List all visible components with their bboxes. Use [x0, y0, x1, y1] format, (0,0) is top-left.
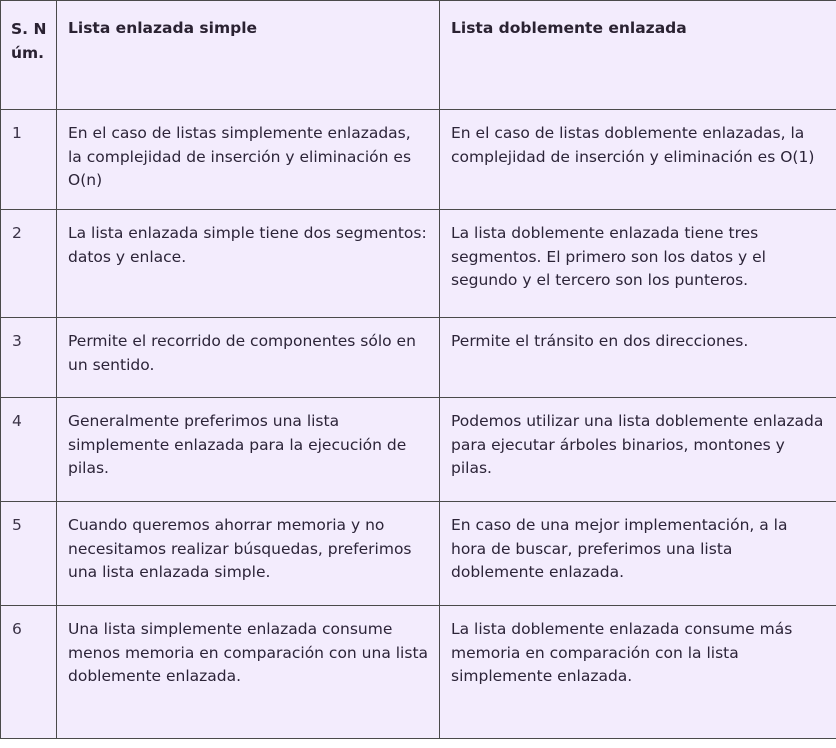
simple-list-cell: Permite el recorrido de componentes sólo en un sentido. — [57, 318, 440, 398]
double-list-cell: Podemos utilizar una lista doblemente enlazada para ejecutar árboles binarios, montones y pilas. — [440, 398, 836, 502]
simple-list-cell: Una lista simplemente enlazada consume menos memoria en comparación con una lista doblemente enlazada. — [57, 606, 440, 739]
column-header-double-list: Lista doblemente enlazada — [440, 1, 836, 110]
table-header-row — [1, 1, 836, 110]
table-body — [1, 110, 836, 739]
double-list-cell: En caso de una mejor implementación, a la hora de buscar, preferimos una lista doblemente enlazada. — [440, 502, 836, 606]
simple-list-cell: En el caso de listas simplemente enlazadas, la complejidad de inserción y eliminación es O(n) — [57, 110, 440, 210]
table-row — [1, 110, 836, 210]
table-row — [1, 398, 836, 502]
row-number-cell: 6 — [1, 606, 57, 739]
table-row — [1, 318, 836, 398]
row-number-cell: 5 — [1, 502, 57, 606]
double-list-cell: En el caso de listas doblemente enlazadas, la complejidad de inserción y eliminación es O(1) — [440, 110, 836, 210]
table-row — [1, 606, 836, 739]
simple-list-cell: La lista enlazada simple tiene dos segmentos: datos y enlace. — [57, 210, 440, 318]
row-number-cell: 2 — [1, 210, 57, 318]
double-list-cell: La lista doblemente enlazada tiene tres segmentos. El primero son los datos y el segundo y el tercero son los punteros. — [440, 210, 836, 318]
table-row — [1, 502, 836, 606]
row-number-cell: 1 — [1, 110, 57, 210]
row-number-cell: 4 — [1, 398, 57, 502]
table-row — [1, 210, 836, 318]
column-header-simple-list: Lista enlazada simple — [57, 1, 440, 110]
simple-list-cell: Generalmente preferimos una lista simplemente enlazada para la ejecución de pilas. — [57, 398, 440, 502]
table-header — [1, 1, 836, 110]
column-header-number: S. Núm. — [1, 1, 57, 110]
simple-list-cell: Cuando queremos ahorrar memoria y no necesitamos realizar búsquedas, preferimos una lista enlazada simple. — [57, 502, 440, 606]
double-list-cell: Permite el tránsito en dos direcciones. — [440, 318, 836, 398]
double-list-cell: La lista doblemente enlazada consume más memoria en comparación con la lista simplemente enlazada. — [440, 606, 836, 739]
row-number-cell: 3 — [1, 318, 57, 398]
